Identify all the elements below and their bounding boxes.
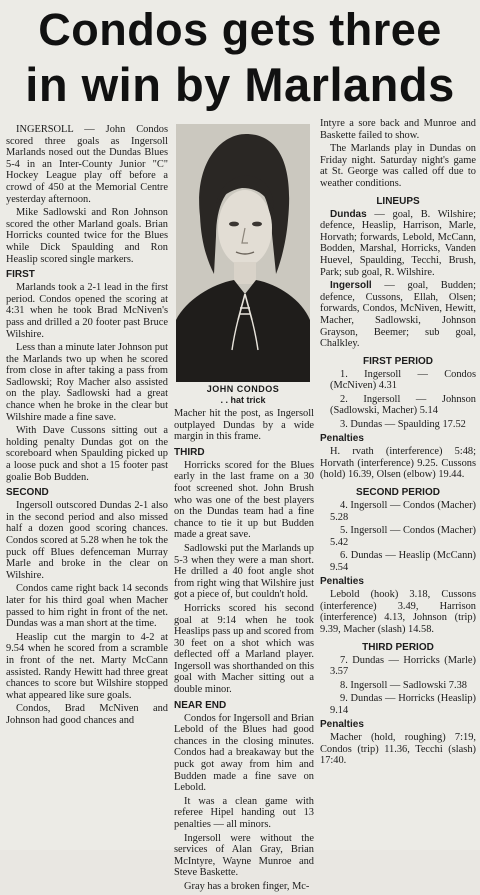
paragraph: Sadlowski put the Marlands up 5-3 when they were a man short. He drilled a 40 foot angle shot from right wing that Wilshire just got a piece of, but couldn't hold. bbox=[174, 542, 314, 601]
subhead-third-period: THIRD PERIOD bbox=[362, 641, 434, 653]
scoring-entry: 7. Dundas — Horricks (Marle) 3.57 bbox=[330, 654, 476, 678]
scoring-entry: 3. Dundas — Spaulding 17.52 bbox=[340, 419, 466, 431]
headline bbox=[8, 2, 472, 112]
lineup-ingersoll bbox=[320, 280, 476, 350]
lineup-dundas-text: — goal, B. Wilshire; defence, Heaslip, Harrison, Marle, Horvath; forwards, Lebold, McCann, Bodden, Marshal, Horricks, Vanden Huevel, Spaulding, Tecchi, Brush, Park; sub goal, R. Wilshire. bbox=[320, 208, 476, 278]
scoring-entry: 8. Ingersoll — Sadlowski 7.38 bbox=[340, 679, 467, 691]
lineup-ingersoll-label: Ingersoll bbox=[330, 280, 372, 292]
player-photo bbox=[176, 124, 310, 382]
scoring-entry: 6. Dundas — Heaslip (McCann) 9.54 bbox=[330, 550, 476, 573]
paragraph: Intyre a sore back and Munroe and Baskette failed to show. bbox=[320, 118, 476, 141]
penalties-label: Penalties bbox=[320, 432, 364, 444]
lineup-dundas-label: Dundas bbox=[330, 208, 367, 220]
portrait-image bbox=[176, 124, 310, 382]
paragraph: Ingersoll outscored Dundas 2-1 also in the second period and also missed half a dozen good scoring chances. Condos scored at 5.28 when he tok the puck off Blues defenceman Murray Marle and broke in the clear on Wilshire. bbox=[6, 500, 168, 581]
paragraph: Less than a minute later Johnson put the Marlands two up when he scored from close in after taking a pass from Sadlowski; Roy Macher also assisted on the play. Sadlowski had a great chance when he broke in the clear but Wilshire made a fine save. bbox=[6, 342, 168, 423]
article-column-2 bbox=[174, 408, 314, 895]
paragraph: With Dave Cussons sitting out a holding penalty Dundas got on the scoreboard when Spaulding picked up a loose puck and shot a 15 footer past goalie Bob Budden. bbox=[6, 425, 168, 483]
subhead-first-period: FIRST PERIOD bbox=[362, 355, 433, 367]
scoring-entry: 9. Dundas — Horricks (Heaslip) 9.14 bbox=[330, 693, 476, 716]
paragraph: It was a clean game with referee Hipel handing out 13 penalties — all minors. bbox=[174, 795, 314, 830]
photo-caption bbox=[176, 384, 310, 406]
penalties-label: Penalties bbox=[320, 718, 364, 730]
scoring-entry: 1. Ingersoll — Condos (McNiven) 4.31 bbox=[330, 368, 476, 392]
penalties-text: H. rvath (interference) 5:48; Horvath (interference) 9.25. Cussons (hold) 16.39, Olsen (elbow) 19.44. bbox=[320, 446, 476, 481]
scoring-entry: 4. Ingersoll — Condos (Macher) 5.28 bbox=[330, 500, 476, 523]
paragraph: Mike Sadlowski and Ron Johnson scored the other Marland goals. Brian Horricks counted twice for the Blues while Dick Spaulding and Ron Heaslip scored single markers. bbox=[6, 207, 168, 265]
subhead-third: THIRD bbox=[174, 446, 205, 458]
scoring-entry: 5. Ingersoll — Condos (Macher) 5.42 bbox=[330, 525, 476, 548]
paragraph: Macher hit the post, as Ingersoll outplayed Dundas by a wide margin in this frame. bbox=[174, 408, 314, 443]
lineup-ingersoll-text: — goal, Budden; defence, Cussons, Ellah, Olsen; forwards, Condos, McNiven, Hewitt, Macher, Sadlowski, Johnson Grayson, Beemer; sub goal, Chalkley. bbox=[320, 280, 476, 350]
paragraph: Condos for Ingersoll and Brian Lebold of the Blues had good chances in the closing minutes. Condos had a breakaway but the puck got away from him and Budden made a fine save on Lebold. bbox=[174, 712, 314, 794]
paragraph: The Marlands play in Dundas on Friday night. Saturday night's game at St. George was called off due to weather conditions. bbox=[320, 143, 476, 189]
headline-line-1: Condos gets three bbox=[38, 4, 442, 55]
penalties-label: Penalties bbox=[320, 575, 364, 587]
paragraph: Marlands took a 2-1 lead in the first period. Condos opened the scoring at 4:31 when he took Brad McNiven's pass and drilled a 20 footer past Bruce Wilshire. bbox=[6, 282, 168, 340]
paragraph: Condos, Brad McNiven and Johnson had good chances and bbox=[6, 703, 168, 726]
paragraph: Horricks scored for the Blues early in the last frame on a 30 foot screened shot. John Brush who was one of the best players on the Dundas team had a fine chance to tie it up but Budden made a great save. bbox=[174, 459, 314, 541]
subhead-near-end: NEAR END bbox=[174, 699, 227, 711]
subhead-second: SECOND bbox=[6, 487, 49, 499]
paragraph: INGERSOLL — John Condos scored three goals as Ingersoll Marlands nosed out the Dundas Blues 5-4 in an Inter-County Junior "C" Hockey League play off before a crowd of 450 at the Memorial Centre yesterday afternoon. bbox=[6, 124, 168, 205]
subhead-second-period: SECOND PERIOD bbox=[356, 487, 440, 499]
penalties-text: Lebold (hook) 3.18, Cussons (interference) 3.49, Harrison (interference) 4.13, Johnson (trip) 9.39, Macher (slash) 14.58. bbox=[320, 589, 476, 635]
penalties-text: Macher (hold, roughing) 7:19, Condos (trip) 11.36, Tecchi (slash) 17:40. bbox=[320, 732, 476, 767]
paragraph: Condos came right back 14 seconds later for his third goal when Macher passed to him right in front of the net. Dundas was a man short at the time. bbox=[6, 583, 168, 630]
article-column-3 bbox=[320, 118, 476, 769]
caption-name: JOHN CONDOS bbox=[206, 384, 280, 394]
article-column-1 bbox=[6, 124, 168, 729]
caption-text: . . hat trick bbox=[220, 395, 266, 405]
paragraph: Horricks scored his second goal at 9:14 when he took Heaslips pass up and scored from 30 feet on a shot which was deflected off a Marland player. Ingersoll was shorthanded on this goal with Macher sitting out a double minor. bbox=[174, 602, 314, 696]
headline-line-2: in win by Marlands bbox=[25, 58, 455, 111]
paragraph: Gray has a broken finger, Mc- bbox=[184, 880, 310, 892]
subhead-first: FIRST bbox=[6, 269, 35, 281]
subhead-lineups: LINEUPS bbox=[376, 195, 420, 207]
paragraph: Ingersoll were without the services of Alan Gray, Brian McIntyre, Wayne Munroe and Steve Baskette. bbox=[174, 832, 314, 879]
lineup-dundas bbox=[320, 209, 476, 279]
scoring-entry: 2. Ingersoll — Johnson (Sadlowski, Macher) 5.14 bbox=[330, 393, 476, 417]
paragraph: Heaslip cut the margin to 4-2 at 9.54 when he scored from a scramble in front of the net. Marty McCann assisted. Randy Hewitt had three great chances to score but Wilshire stopped what appeared like sure goals. bbox=[6, 631, 168, 701]
